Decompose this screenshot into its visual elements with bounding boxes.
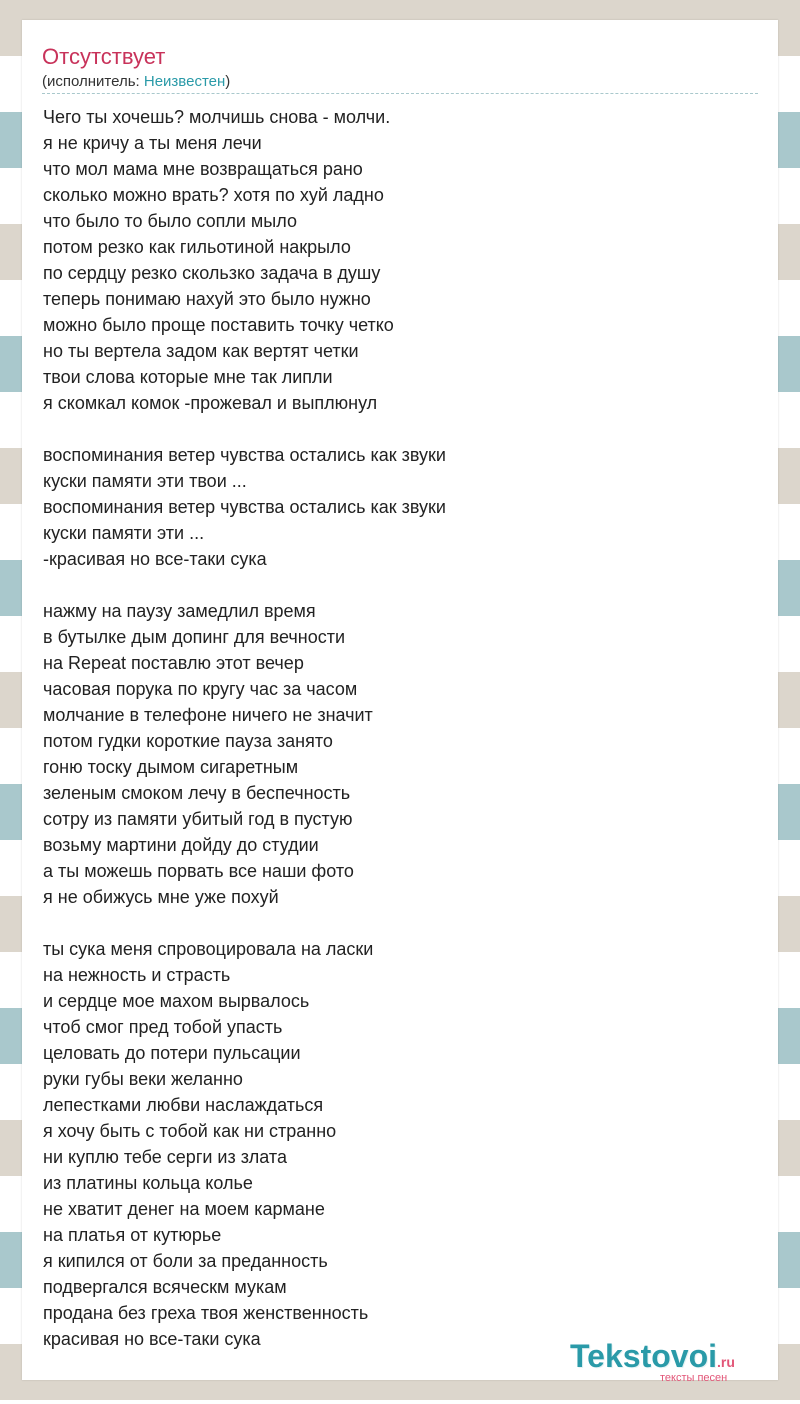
lyric-line: зеленым смоком лечу в беспечность bbox=[43, 783, 351, 803]
lyric-line: лепестками любви наслаждаться bbox=[43, 1095, 324, 1115]
artist-line bbox=[42, 73, 230, 91]
divider bbox=[42, 93, 758, 94]
stanza-break bbox=[43, 910, 446, 936]
lyrics-card bbox=[22, 20, 778, 1384]
lyric-line: красивая но все-таки сука bbox=[43, 1329, 261, 1349]
lyric-line: не хватит денег на моем кармане bbox=[43, 1199, 325, 1219]
lyric-line: а ты можешь порвать все наши фото bbox=[43, 861, 354, 881]
lyric-line: на платья от кутюрье bbox=[43, 1225, 222, 1245]
logo-tagline: тексты песен bbox=[660, 1372, 728, 1384]
lyric-line: я скомкал комок -прожевал и выплюнул bbox=[43, 393, 378, 413]
logo-tld: .ru bbox=[717, 1354, 735, 1370]
lyric-line: сотру из памяти убитый год в пустую bbox=[43, 809, 353, 829]
lyric-line: сколько можно врать? хотя по хуй ладно bbox=[43, 185, 384, 205]
lyric-line: целовать до потери пульсации bbox=[43, 1043, 301, 1063]
lyric-line: что мол мама мне возвращаться рано bbox=[43, 159, 363, 179]
lyric-line: возьму мартини дойду до студии bbox=[43, 835, 319, 855]
logo-name: Tekstovoi bbox=[570, 1338, 717, 1374]
lyric-line: теперь понимаю нахуй это было нужно bbox=[43, 289, 371, 309]
lyric-line: -красивая но все-таки сука bbox=[43, 549, 267, 569]
lyric-line: Чего ты хочешь? молчишь снова - молчи. bbox=[43, 107, 391, 127]
lyric-line: воспоминания ветер чувства остались как звуки bbox=[43, 445, 446, 465]
lyric-line: куски памяти эти твои ... bbox=[43, 471, 247, 491]
lyric-line: можно было проще поставить точку четко bbox=[43, 315, 394, 335]
lyric-line: гоню тоску дымом сигаретным bbox=[43, 757, 299, 777]
lyric-line: я хочу быть с тобой как ни странно bbox=[43, 1121, 337, 1141]
lyric-line: потом резко как гильотиной накрыло bbox=[43, 237, 351, 257]
lyric-line: ни куплю тебе серги из злата bbox=[43, 1147, 287, 1167]
lyric-line: руки губы веки желанно bbox=[43, 1069, 243, 1089]
lyric-line: молчание в телефоне ничего не значит bbox=[43, 705, 373, 725]
lyric-line: но ты вертела задом как вертят четки bbox=[43, 341, 359, 361]
lyric-line: из платины кольца колье bbox=[43, 1173, 253, 1193]
lyric-line: продана без греха твоя женственность bbox=[43, 1303, 369, 1323]
artist-link[interactable]: Неизвестен bbox=[143, 73, 226, 90]
stanza-break bbox=[43, 572, 446, 598]
artist-prefix: (исполнитель: bbox=[42, 73, 144, 90]
lyric-line: на Repeat поставлю этот вечер bbox=[43, 653, 304, 673]
lyric-line: часовая порука по кругу час за часом bbox=[43, 679, 358, 699]
lyric-line: куски памяти эти ... bbox=[43, 523, 205, 543]
lyric-line: чтоб смог пред тобой упасть bbox=[43, 1017, 283, 1037]
stanza-break bbox=[43, 416, 446, 442]
lyric-line: нажму на паузу замедлил время bbox=[43, 601, 316, 621]
lyric-line: и сердце мое махом вырвалось bbox=[43, 991, 310, 1011]
lyric-line: по сердцу резко скользко задача в душу bbox=[43, 263, 381, 283]
site-logo[interactable] bbox=[570, 1338, 735, 1384]
lyrics-text bbox=[43, 104, 446, 1352]
lyric-line: что было то было сопли мыло bbox=[43, 211, 297, 231]
lyric-line: воспоминания ветер чувства остались как звуки bbox=[43, 497, 446, 517]
lyric-line: я не обижусь мне уже похуй bbox=[43, 887, 279, 907]
lyric-line: я кипился от боли за преданность bbox=[43, 1251, 328, 1271]
lyric-line: подвергался всяческм мукам bbox=[43, 1277, 287, 1297]
artist-suffix: ) bbox=[225, 73, 231, 90]
lyric-line: в бутылке дым допинг для вечности bbox=[43, 627, 346, 647]
lyric-line: ты сука меня спровоцировала на ласки bbox=[43, 939, 374, 959]
song-title: Отсутствует bbox=[42, 44, 166, 69]
lyric-line: твои слова которые мне так липли bbox=[43, 367, 333, 387]
lyric-line: на нежность и страсть bbox=[43, 965, 231, 985]
lyric-line: потом гудки короткие пауза занято bbox=[43, 731, 333, 751]
lyric-line: я не кричу а ты меня лечи bbox=[43, 133, 262, 153]
